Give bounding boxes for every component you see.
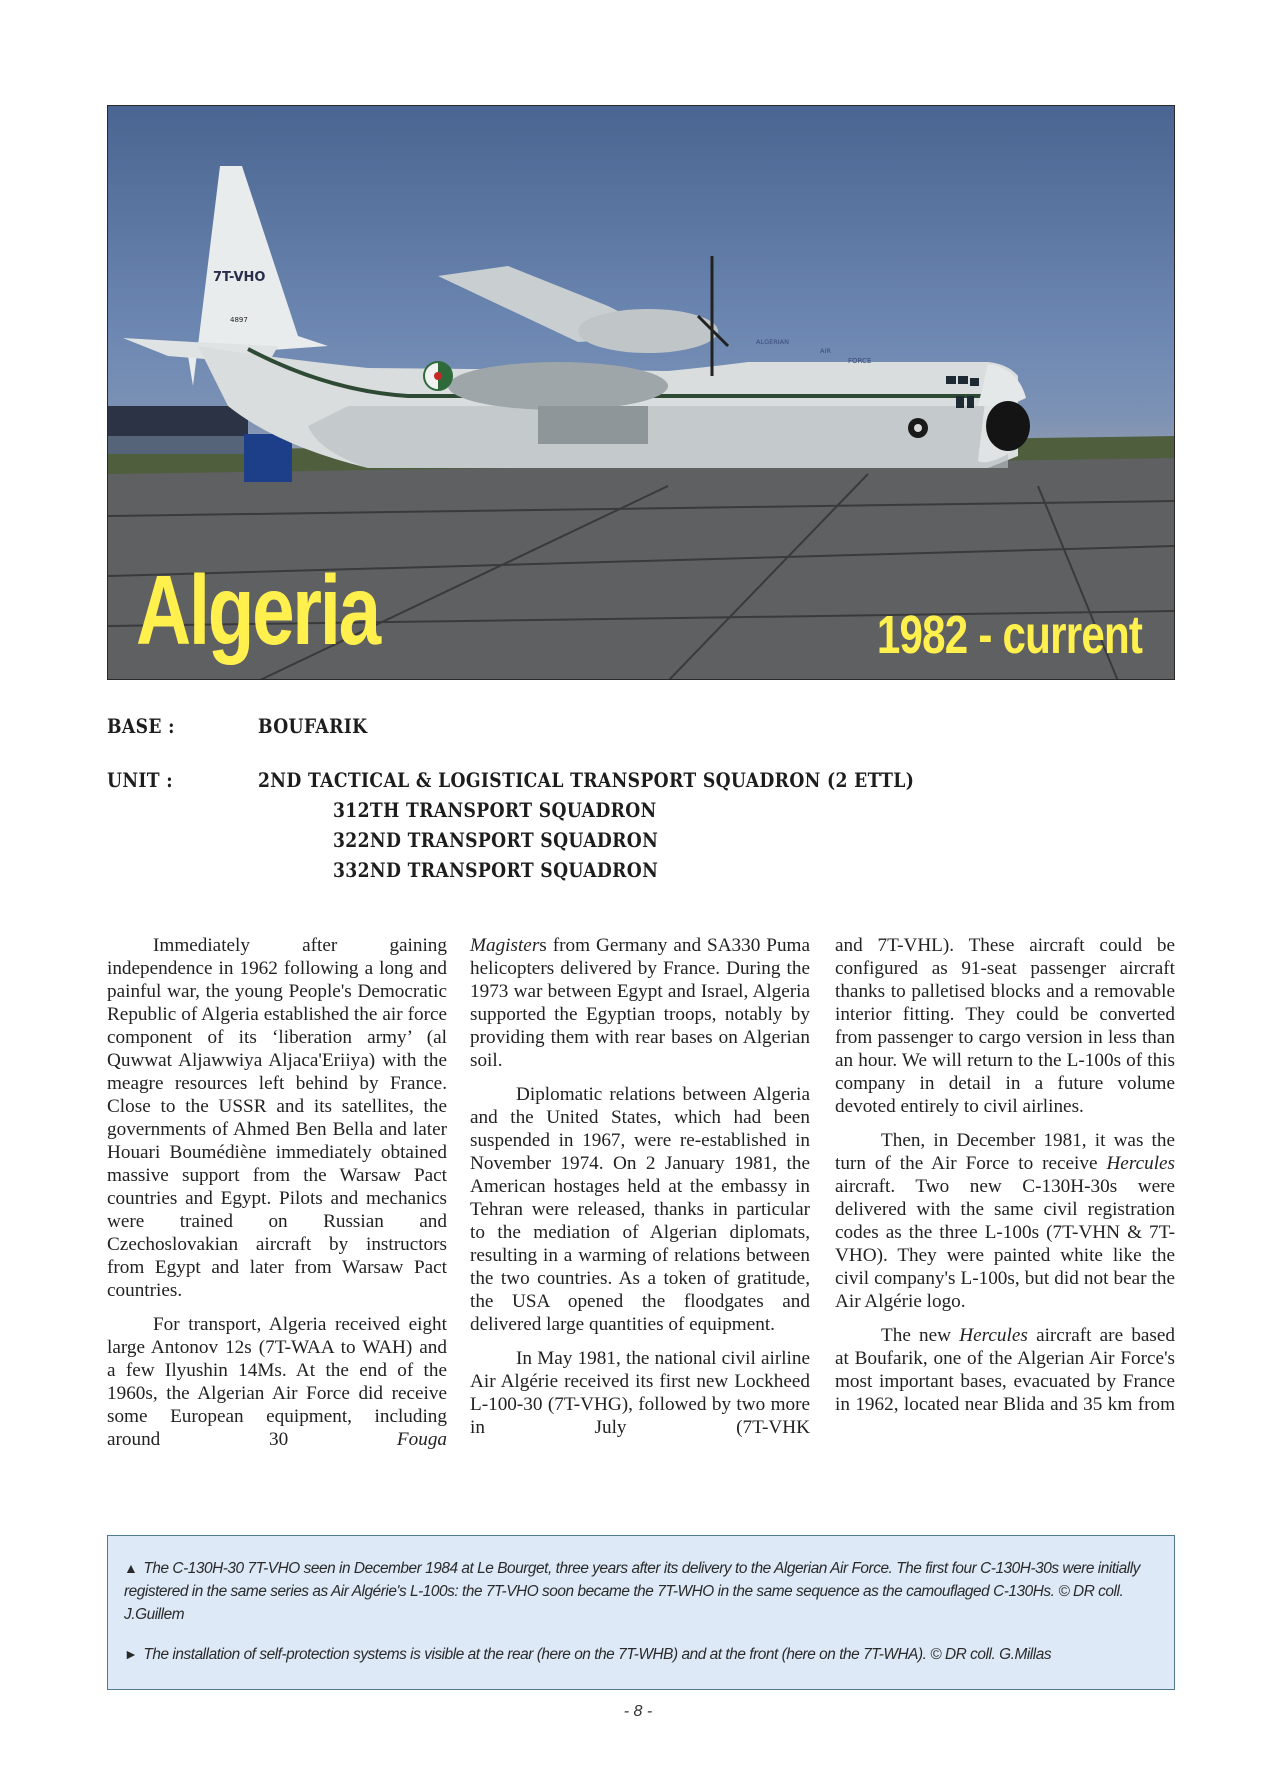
caption-2: ► The installation of self-protection systems is visible at the rear (here on the 7T-WHB) and at the front (here on the 7T-WHA). © DR coll. G.Millas — [124, 1646, 1052, 1663]
base-value: BOUFARIK — [258, 714, 368, 738]
paragraph: The new Hercules aircraft are based at Boufarik, one of the Algerian Air Force's most important bases, evacuated by France in 1962, located near Blida and 35 km from — [835, 1325, 1176, 1415]
page-number: - 8 - — [623, 1703, 653, 1720]
paragraph: Immediately after gaining independence in 1962 following a long and painful war, the young People's Democratic Republic of Algeria established the air force component of its ‘liberation army’ (al Quwwat Aljawwiya Aljaca'Eriiya) with the meagre resources left behind by France. Close to the USSR and its satellites, the governments of Ahmed Ben Bella and later Houari Boumédiène immediately obtained massive support from the Warsaw Pact countries and Egypt. Pilots and mechanics were trained on Russian and Czechoslovakian aircraft by instructors from Egypt and later from Warsaw Pact countries. — [107, 935, 447, 1301]
text-column-1 — [107, 934, 447, 1462]
unit-line-main: 2ND TACTICAL & LOGISTICAL TRANSPORT SQUADRON (2 ETTL) — [258, 768, 915, 792]
triangle-right-icon: ► — [124, 1646, 138, 1662]
hero-photo — [107, 105, 1175, 680]
text-column-3 — [835, 934, 1175, 1427]
page-title: Algeria — [136, 555, 379, 665]
paragraph: Diplomatic relations between Algeria and the United States, which had been suspended in 1967, were re-established in November 1974. On 2 January 1981, the American hostages held at the embassy in Tehran were released, thanks in particular to the mediation of Algerian diplomats, resulting in a warming of relations between the two countries. As a token of gratitude, the USA opened the floodgates and delivered large quantities of equipment. — [470, 1084, 810, 1335]
landing-gear-fairing — [538, 406, 648, 444]
photo-caption-box — [107, 1535, 1175, 1690]
paragraph: Magisters from Germany and SA330 Puma helicopters delivered by France. During the 1973 war between Egypt and Israel, Algeria supported the Egyptian troops, notably by providing them with rear bases on Algerian soil. — [470, 935, 810, 1071]
tail-serial: 4897 — [230, 316, 248, 324]
engine-nacelle — [578, 309, 718, 353]
paragraph: For transport, Algeria received eight large Antonov 12s (7T-WAA to WAH) and a few Ilyushin 14Ms. At the end of the 1960s, the Algerian Air Force did receive some European equipment, including around 30 Fouga — [107, 1314, 448, 1450]
paragraph: and 7T-VHL). These aircraft could be configured as 91-seat passenger aircraft thanks to palletised blocks and a removable interior fitting. They could be converted from passenger to cargo version in less than an hour. We will return to the L-100s of this company in detail in a future volume devoted entirely to civil airlines. — [835, 935, 1175, 1117]
period-label: 1982 - current — [876, 605, 1142, 665]
triangle-up-icon: ▲ — [124, 1560, 138, 1576]
marking-air: AIR — [820, 347, 831, 355]
unit-label: UNIT : — [107, 768, 173, 792]
caption-1: ▲ The C-130H-30 7T-VHO seen in December 1984 at Le Bourget, three years after its delivery to the Algerian Air Force. The first four C-130H-30s were initially registered in the same series as Air Algérie's L-100s: the 7T-VHO soon became the 7T-WHO in the same sequence as the camouflaged C-130Hs. © DR coll. J.Guillem — [124, 1560, 1140, 1623]
paragraph: In May 1981, the national civil airline Air Algérie received its first new Lockheed L-100-30 (7T-VHG), followed by two more in July (7T-VHK — [470, 1348, 810, 1438]
blue-container — [244, 434, 292, 482]
marking-force: FORCE — [848, 357, 872, 365]
base-label: BASE : — [107, 714, 175, 738]
external-fuel-tank — [448, 362, 668, 410]
radome — [986, 401, 1030, 451]
unit-line-312: 312TH TRANSPORT SQUADRON — [333, 798, 657, 822]
marking-algerian: ALGERIAN — [756, 338, 789, 346]
unit-line-332: 332ND TRANSPORT SQUADRON — [333, 858, 659, 882]
paragraph: Then, in December 1981, it was the turn of the Air Force to receive Hercules aircraft. Two new C-130H-30s were delivered with the same civil registration codes as the three L-100s (7T-VHN & 7T-VHO). They were painted white like the civil company's L-100s, but did not bear the Air Algérie logo. — [835, 1130, 1176, 1312]
unit-line-322: 322ND TRANSPORT SQUADRON — [333, 828, 659, 852]
tail-registration: 7T-VHO — [213, 270, 266, 285]
text-column-2 — [470, 934, 810, 1450]
